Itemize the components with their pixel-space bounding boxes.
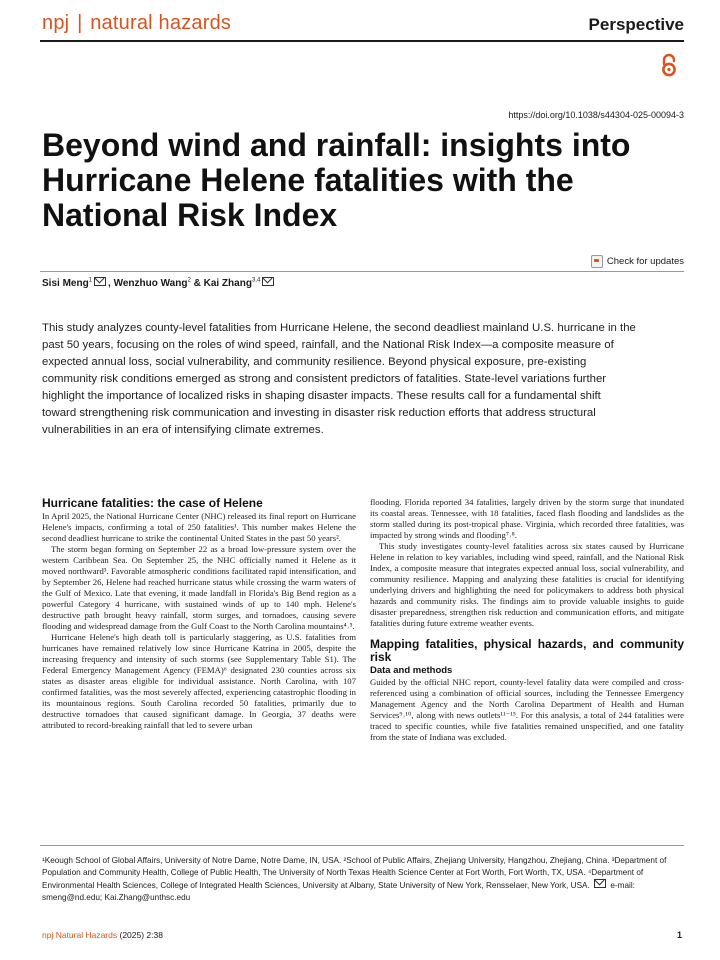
author-name: Sisi Meng (42, 278, 89, 289)
journal-brand: npj (42, 12, 70, 34)
footer-volume: (2025) 2:38 (117, 930, 163, 940)
mail-icon[interactable] (94, 277, 106, 286)
body-column-right (370, 497, 684, 743)
mail-icon[interactable] (262, 277, 274, 286)
author-affiliation: 1 (88, 277, 93, 284)
doi-link[interactable]: https://doi.org/10.1038/s44304-025-00094-3 (508, 110, 684, 120)
author-name: , Wenzhuo Wang (108, 278, 188, 289)
journal-separator: | (77, 12, 83, 34)
affiliations-text: ¹Keough School of Global Affairs, University of Notre Dame, Notre Dame, IN, USA. ²School of Public Affairs, Zhejiang University, Hangzhou, Zhejiang, China. ³Department of Population and Community Health, College of Public Health, The University of North Texas Health Science Center at Fort Worth, Fort Worth, TX, USA. ⁴Department of Environmental Health Sciences, College of Integrated Health Sciences, University at Albany, State University of New York, Rensselaer, New York, USA. (42, 856, 667, 890)
footer-journal: npj Natural Hazards (42, 930, 118, 940)
check-updates-link[interactable] (591, 255, 684, 268)
open-access-icon (658, 53, 680, 77)
author-name: & Kai Zhang (190, 278, 252, 289)
email-addresses[interactable]: e-mail: smeng@nd.edu; Kai.Zhang@unthsc.edu (42, 881, 635, 902)
journal-name (42, 12, 231, 35)
section-heading: Hurricane fatalities: the case of Helene (42, 496, 263, 510)
abstract: This study analyzes county-level fatalities from Hurricane Helene, the second deadliest mainland U.S. hurricane in the past 50 years, focusing on the roles of wind speed, rainfall, and the National Risk Index—a composite measure of expected annual loss, social vulnerability, and community resilience. Beyond physical exposure, pre-existing community risk conditions emerged as strong and consistent predictors of fatalities. State-level variations further highlight the importance of localized risks in shaping disaster impacts. These results call for a fundamental shift toward strengthening risk communication and investing in disaster risk reduction efforts that address structural vulnerabilities in an era of intensifying climate extremes. (42, 322, 636, 436)
paragraph: flooding. Florida reported 34 fatalities, largely driven by the storm surge that inundated its coastal areas. Tennessee, with 18 fatalities, faced flash flooding and landslides as the storm stalled during its post-tropical phase. Virginia, which recorded three fatalities, was impacted by strong winds and flooding⁷˒⁸. (370, 497, 684, 540)
affiliations-footnote (42, 855, 682, 904)
footnote-divider (40, 845, 684, 846)
header-divider (40, 40, 684, 42)
page-number: 1 (676, 930, 682, 940)
article-type: Perspective (588, 15, 684, 34)
journal-title: natural hazards (90, 12, 232, 34)
footer-citation (42, 930, 163, 940)
paragraph: In April 2025, the National Hurricane Center (NHC) released its final report on Hurricane Helene's impacts, confirming a total of 250 fatalities¹. This number makes Helene the second deadliest hurricane to strike the continental United States in the past 50 years². (42, 511, 356, 543)
article-title: Beyond wind and rainfall: insights into Hurricane Helene fatalities with the National Risk Index (42, 127, 631, 233)
check-updates-icon (591, 255, 603, 268)
body-column-left (42, 497, 356, 731)
paragraph: The storm began forming on September 22 as a broad low-pressure system over the western Caribbean Sea. On September 25, the NHC officially named it Helene as it moved northward³. Favorable atmospheric conditions facilitated rapid intensification, and by September 26, Helene had reached hurricane status while crossing the warm waters of the Gulf of Mexico. Late that evening, it made landfall in Florida's Big Bend region as a powerful Category 4 hurricane, with sustained winds of up to 140 mph. Helene's destructive path brought heavy rainfall, storm surges, and tornadoes, causing severe flooding and widespread damage from the Gulf Coast to the North Carolina mountains⁴˒⁵. (42, 544, 356, 631)
paragraph: Hurricane Helene's high death toll is particularly staggering, as U.S. fatalities from hurricanes have remained relatively low since Hurricane Katrina in 2005, despite the increasing frequency and intensity of such storms (see Supplementary Table S1). The Federal Emergency Management Agency (FEMA)⁶ designated 230 counties across six states as disaster areas eligible for individual assistance. North Carolina, with 107 confirmed fatalities, was the most severely affected, experiencing catastrophic flooding in its mountainous regions. South Carolina recorded 50 fatalities, primarily due to destructive tornadoes that caused significant damage. In Georgia, 37 deaths were attributed to record-breaking rainfall that led to severe urban (42, 632, 356, 730)
author-affiliation: 2 (187, 277, 191, 284)
section-heading: Mapping fatalities, physical hazards, and community risk (370, 637, 684, 664)
mail-icon (594, 879, 606, 888)
author-affiliation: 3,4 (251, 277, 261, 284)
author-list (42, 277, 276, 289)
subsection-heading: Data and methods (370, 665, 453, 676)
paragraph: This study investigates county-level fatalities across six states caused by Hurricane Helene in relation to key variables, including wind speed, rainfall, and the National Risk Index, a composite measure that integrates expected annual loss, social vulnerability, and community resilience. Mapping and analyzing these fatalities is crucial for identifying underlying drivers and highlighting the need for policymakers to address both physical hazards and community risks. The findings aim to provide valuable insights to guide disaster preparedness, strengthen risk reduction and communication efforts, and mitigate fatalities during future extreme weather events. (370, 541, 684, 628)
paragraph: Guided by the official NHC report, county-level fatality data were compiled and cross-referenced using a combination of official sources, including the Tennessee Emergency Management Agency and the North Carolina Department of Health and Human Services⁹˒¹⁰, along with news outlets¹¹⁻¹⁵. For this analysis, a total of 244 fatalities were traced to specific counties, while five fatalities remained unspecified, and one fatality from the state of Indiana was excluded. (370, 677, 684, 742)
check-updates-label: Check for updates (606, 256, 684, 267)
authors-divider (40, 271, 684, 272)
